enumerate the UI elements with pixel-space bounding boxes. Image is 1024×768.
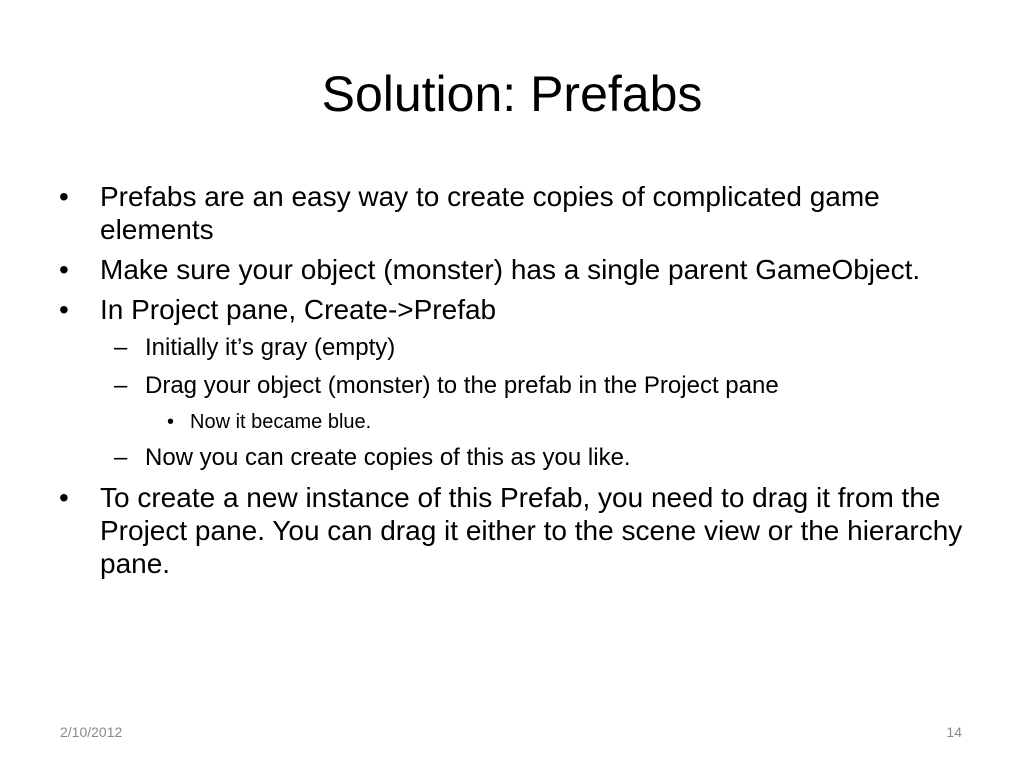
bullet-marker: • <box>167 411 175 433</box>
dash-marker: – <box>114 334 128 361</box>
bullet-item <box>51 293 973 326</box>
footer-date: 2/10/2012 <box>60 724 123 740</box>
bullet-item <box>51 481 973 580</box>
sub-sub-bullet-text: Now it became blue. <box>190 411 372 433</box>
sub-bullet-text: Drag your object (monster) to the prefab in the Project pane <box>145 372 779 399</box>
slide-content <box>51 180 973 587</box>
sub-bullet-item <box>51 371 973 401</box>
sub-bullet-item <box>51 333 973 363</box>
bullet-marker: • <box>59 181 69 212</box>
footer-page-number: 14 <box>946 724 962 740</box>
bullet-text: Prefabs are an easy way to create copies of complicated game elements <box>100 181 880 245</box>
sub-sub-bullet-item <box>51 409 973 435</box>
bullet-item <box>51 253 973 286</box>
dash-marker: – <box>114 372 128 399</box>
slide-title: Solution: Prefabs <box>321 66 703 122</box>
bullet-item <box>51 180 973 246</box>
sub-bullet-text: Now you can create copies of this as you like. <box>145 444 631 471</box>
bullet-marker: • <box>59 294 69 325</box>
bullet-marker: • <box>59 482 69 513</box>
bullet-text: To create a new instance of this Prefab, you need to drag it from the Project pane. You can drag it either to the scene view or the hierarchy pane. <box>100 482 963 579</box>
bullet-text: In Project pane, Create->Prefab <box>100 294 497 325</box>
bullet-marker: • <box>59 254 69 285</box>
dash-marker: – <box>114 444 128 471</box>
bullet-text: Make sure your object (monster) has a single parent GameObject. <box>100 254 921 285</box>
sub-bullet-item <box>51 443 973 473</box>
sub-bullet-text: Initially it’s gray (empty) <box>145 334 396 361</box>
